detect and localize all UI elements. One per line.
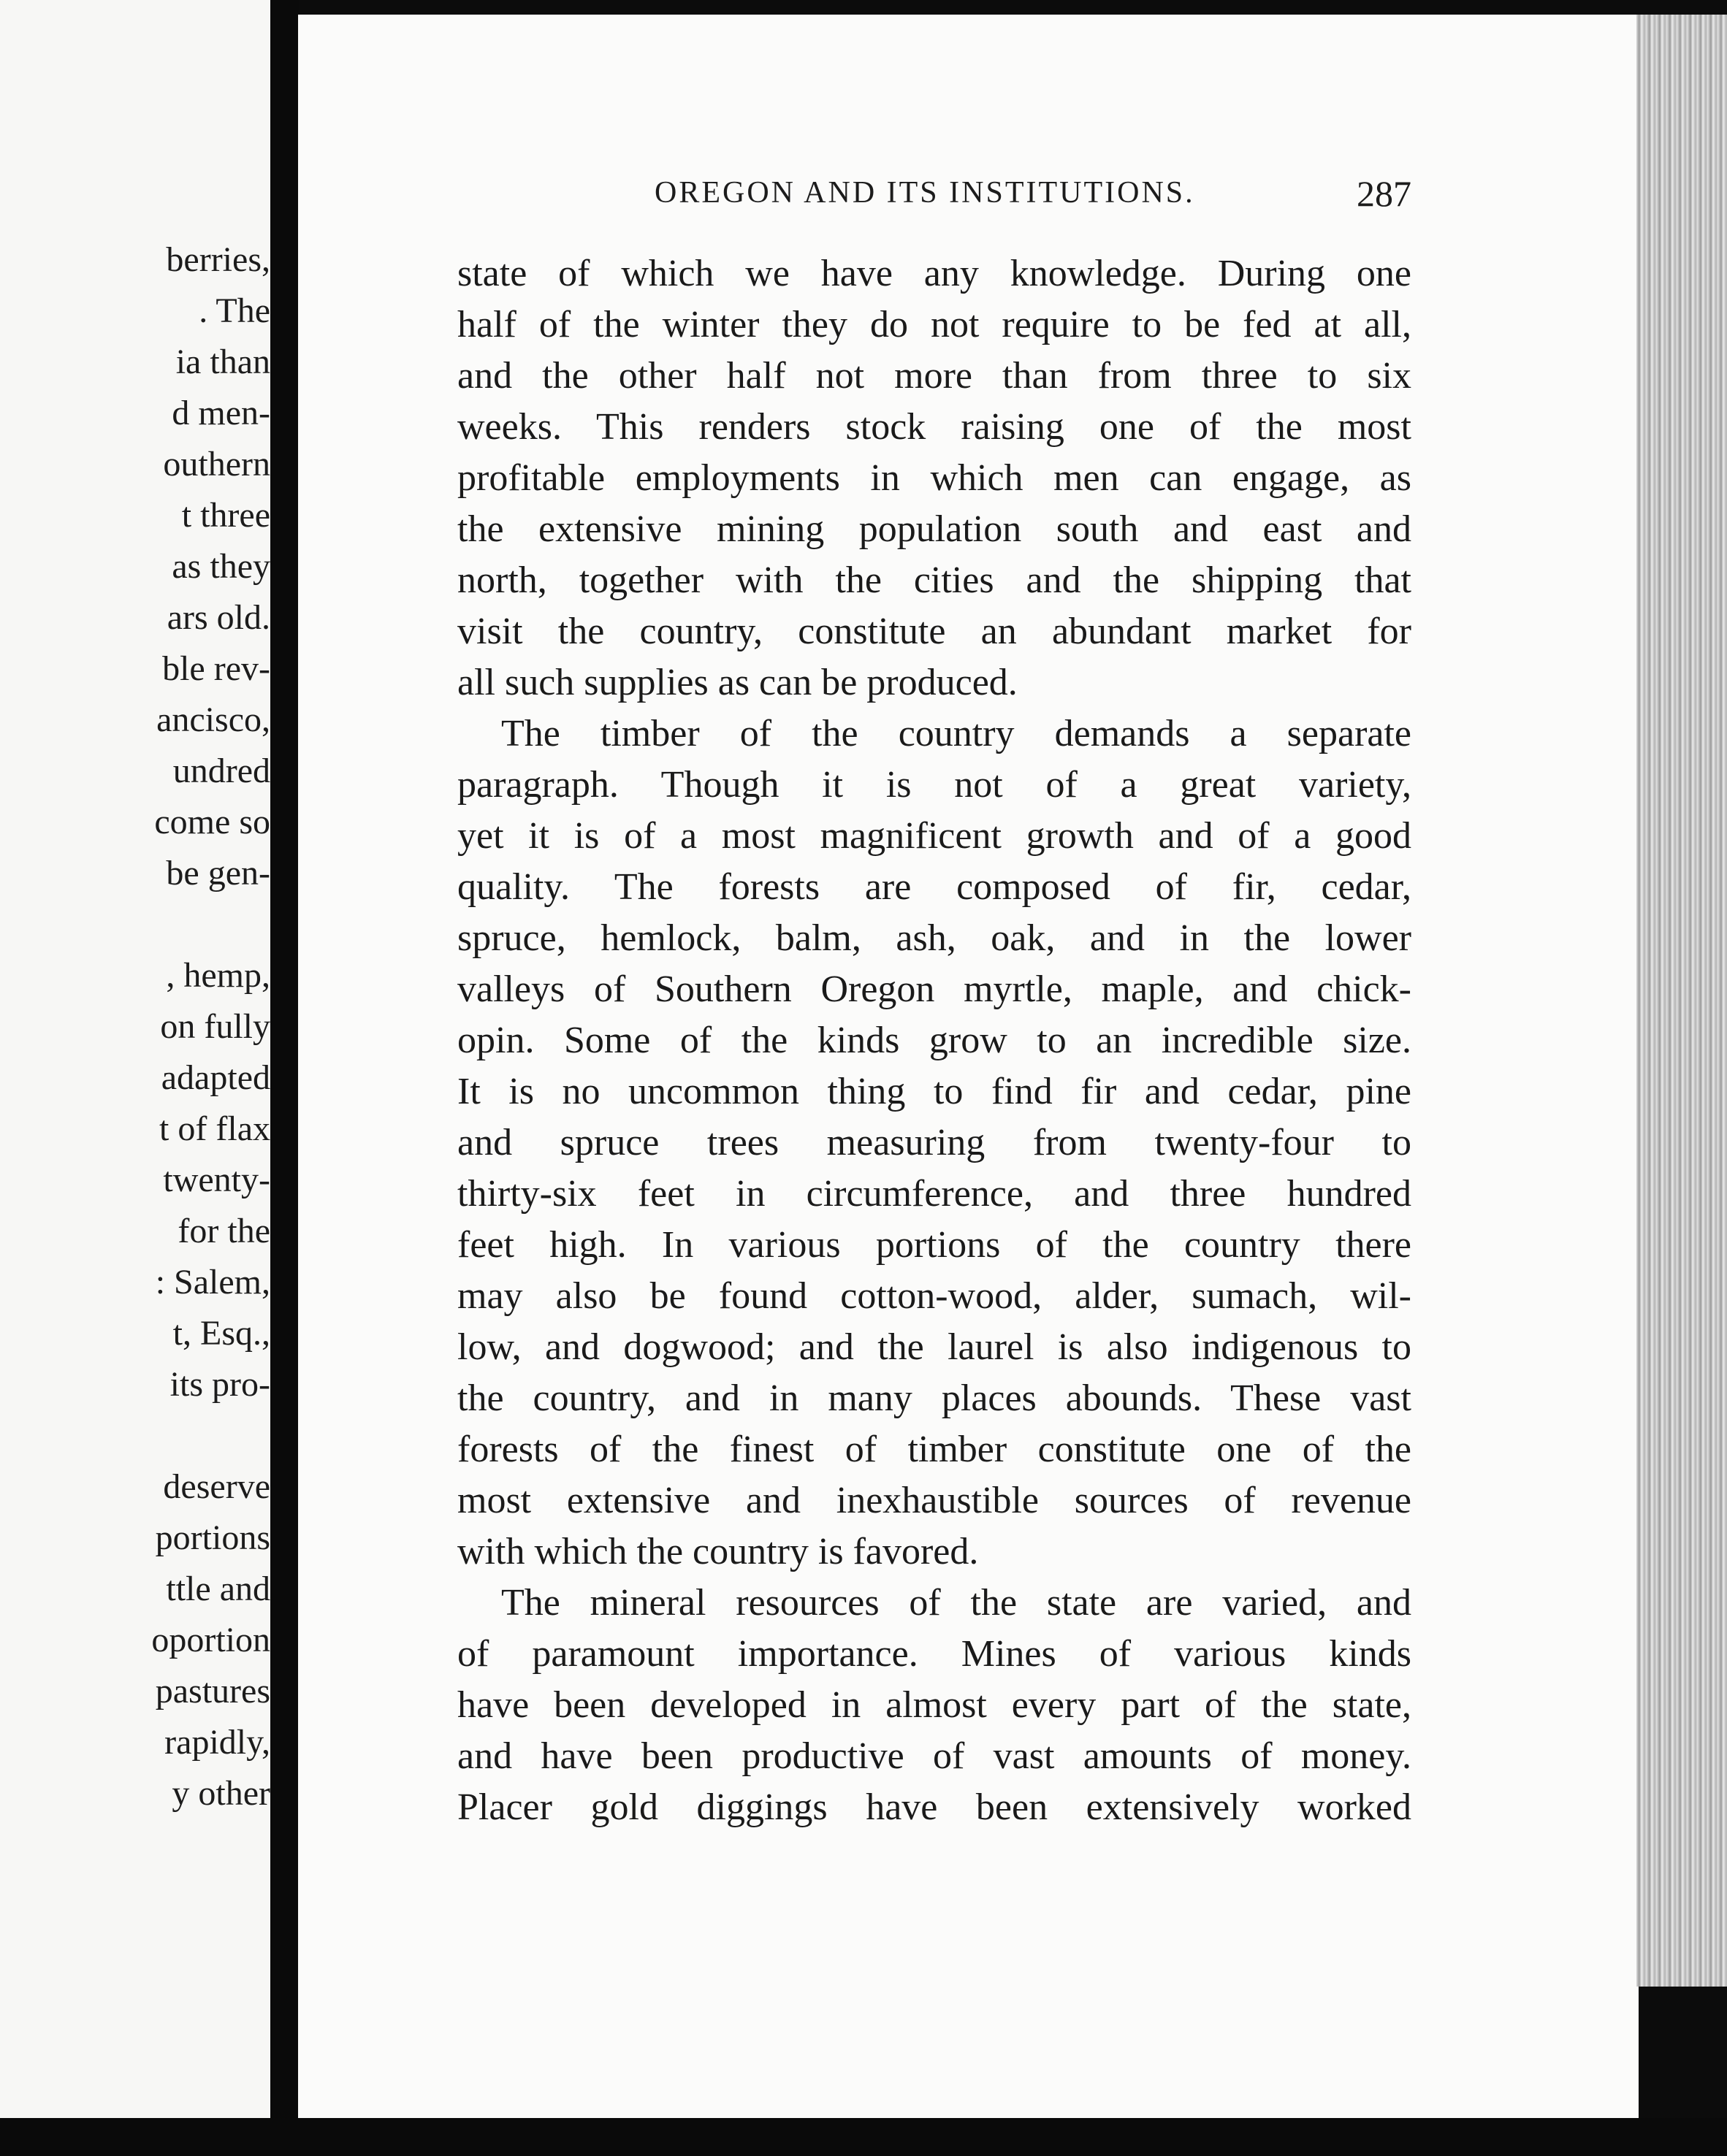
text-line: yet it is of a most magnificent growth and of a good [457,815,1411,857]
page-edge-stack [1636,15,1727,1987]
text-line: half of the winter they do not require to be fed at all, [457,304,1411,345]
text-line: north, together with the cities and the shipping that [457,559,1411,601]
left-page-line: ble rev- [162,649,270,688]
book-gutter [270,0,300,2156]
text-line: opin. Some of the kinds grow to an incredible size. [457,1020,1411,1061]
text-line: valleys of Southern Oregon myrtle, maple, and chick- [457,968,1411,1010]
text-line: forests of the finest of timber constitute one of the [457,1429,1411,1470]
left-page-line: twenty- [163,1161,270,1199]
text-line: and spruce trees measuring from twenty-four to [457,1122,1411,1163]
left-page-line: outhern [163,445,270,483]
left-page-line: , hemp, [166,956,270,995]
left-page-line: as they [172,547,270,586]
text-line: have been developed in almost every part of the state, [457,1684,1411,1726]
left-page-line: pastures [155,1672,270,1710]
text-line: the extensive mining population south and east and [457,508,1411,550]
text-line: thirty-six feet in circumference, and three hundred [457,1173,1411,1215]
text-line: with which the country is favored. [457,1531,979,1572]
page-header [655,172,1411,216]
text-line: feet high. In various portions of the country there [457,1224,1411,1266]
left-page-line: berries, [166,240,270,279]
text-line: The mineral resources of the state are varied, and [501,1582,1411,1624]
left-page-line: ancisco, [156,700,270,739]
text-line: visit the country, constitute an abundant market for [457,611,1411,652]
left-page-line: y other [172,1774,270,1813]
left-page-line: t of flax [159,1109,270,1148]
left-page-fragment [0,0,270,2118]
text-line: It is no uncommon thing to find fir and cedar, pine [457,1071,1411,1112]
text-line: of paramount importance. Mines of various kinds [457,1633,1411,1675]
left-page-line: adapted [161,1058,270,1097]
left-page-line: . The [199,291,270,330]
left-page-line: ttle and [166,1570,270,1608]
page-number: 287 [1357,173,1411,214]
text-line: and have been productive of vast amounts of money. [457,1735,1411,1777]
text-line: low, and dogwood; and the laurel is also indigenous to [457,1326,1411,1368]
left-page-line: deserve [163,1467,270,1506]
text-line: may also be found cotton-wood, alder, sumach, wil- [457,1275,1411,1317]
left-page-line: d men- [172,394,270,432]
left-page-line: on fully [160,1007,270,1046]
left-page-line: be gen- [166,854,270,892]
left-page-line: for the [178,1212,270,1250]
text-line: quality. The forests are composed of fir, cedar, [457,866,1411,908]
text-line: paragraph. Though it is not of a great variety, [457,764,1411,806]
left-page-line: oportion [151,1621,270,1659]
text-line: all such supplies as can be produced. [457,662,1018,703]
left-page-line: come so [154,803,270,841]
text-line: Placer gold diggings have been extensively worked [457,1786,1411,1828]
left-page-line: rapidly, [164,1723,270,1762]
left-page-line: undred [172,752,270,790]
left-page-line: ia than [175,343,270,381]
left-page-line: portions [155,1518,270,1557]
text-line: state of which we have any knowledge. During one [457,253,1411,294]
text-line: the country, and in many places abounds. These vast [457,1377,1411,1419]
text-line: profitable employments in which men can engage, as [457,457,1411,499]
text-line: spruce, hemlock, balm, ash, oak, and in the lower [457,917,1411,959]
body-text [457,248,1411,1833]
left-page-line: its pro- [169,1365,270,1404]
scan-border [0,2118,1727,2156]
text-line: The timber of the country demands a separate [501,713,1411,754]
left-page-line: : Salem, [155,1263,270,1301]
text-line: most extensive and inexhaustible sources of revenue [457,1480,1411,1521]
left-page-line: ars old. [167,598,270,637]
left-page-line: t, Esq., [172,1314,270,1353]
running-title: OREGON AND ITS INSTITUTIONS. [655,176,1195,210]
text-line: and the other half not more than from three to six [457,355,1411,397]
left-page-line: t three [181,496,270,535]
text-line: weeks. This renders stock raising one of the most [457,406,1411,448]
